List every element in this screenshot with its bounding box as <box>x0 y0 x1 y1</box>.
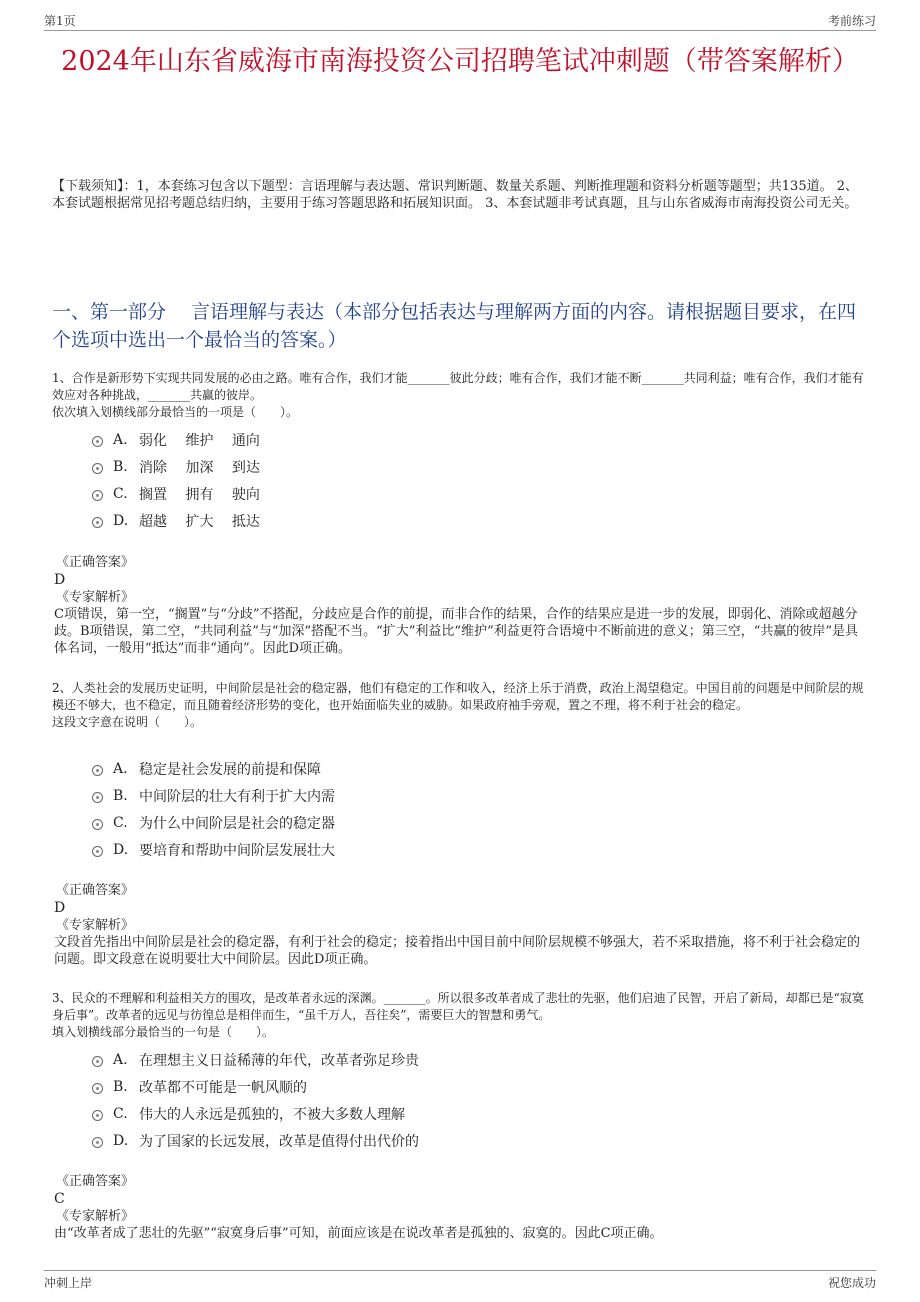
correct-answer: C <box>54 1191 65 1207</box>
option-text: 中间阶层的壮大有利于扩大内需 <box>139 788 335 805</box>
option-letter: C. <box>113 1105 128 1122</box>
header-label: 考前练习 <box>827 14 876 28</box>
radio-icon[interactable] <box>92 819 103 830</box>
option-letter: D. <box>113 512 129 529</box>
footer-left: 冲刺上岸 <box>44 1276 93 1290</box>
radio-icon[interactable] <box>92 792 103 803</box>
option-c[interactable] <box>92 809 868 836</box>
option-letter: A. <box>113 431 128 448</box>
option-b[interactable] <box>92 782 868 809</box>
question-2 <box>52 680 868 731</box>
question-stem: 3、民众的不理解和利益相关方的围攻，是改革者永远的深渊。_______。所以很多改革者成了悲壮的先驱，他们启迪了民智，开启了新局，却都已是“寂寞身后事”。改革者的远见与彷徨总是相伴而生，“虽千万人，吾往矣”，需要巨大的智慧和勇气。 <box>52 991 864 1022</box>
option-text: 稳定是社会发展的前提和保障 <box>139 761 321 778</box>
option-a[interactable] <box>92 1046 868 1073</box>
option-letter: A. <box>113 1051 128 1068</box>
question-1 <box>52 370 868 421</box>
option-a[interactable] <box>92 755 868 782</box>
section-title: 一、第一部分 言语理解与表达（本部分包括表达与理解两方面的内容。请根据题目要求，在四个选项中选出一个最恰当的答案。） <box>52 301 857 351</box>
radio-icon[interactable] <box>92 436 103 447</box>
option-d[interactable] <box>92 1127 868 1154</box>
radio-icon[interactable] <box>92 490 103 501</box>
option-letter: B. <box>113 1078 128 1095</box>
option-c[interactable] <box>92 480 868 507</box>
question-stem: 2、人类社会的发展历史证明，中间阶层是社会的稳定器，他们有稳定的工作和收入，经济上乐于消费，政治上渴望稳定。中国目前的问题是中间阶层的规模还不够大，也不稳定，而且随着经济形势的变化，也开始面临失业的威胁。如果政府袖手旁观，置之不理，将不利于社会的稳定。 <box>52 681 864 712</box>
question-1-options <box>92 426 868 534</box>
question-1-answer-block <box>52 554 868 657</box>
question-prompt: 这段文字意在说明（ ）。 <box>52 715 203 729</box>
analysis-text: 文段首先指出中间阶层是社会的稳定器，有利于社会的稳定；接着指出中国目前中间阶层规模不够强大，若不采取措施，将不利于社会稳定的问题。即文段意在说明要壮大中间阶层。因此D项正确。 <box>54 935 861 967</box>
option-a[interactable] <box>92 426 868 453</box>
option-text: 为了国家的长远发展，改革是值得付出代价的 <box>139 1133 419 1150</box>
option-text: 伟大的人永远是孤独的，不被大多数人理解 <box>139 1106 405 1123</box>
radio-icon[interactable] <box>92 765 103 776</box>
radio-icon[interactable] <box>92 1056 103 1067</box>
option-text: 超越 扩大 抵达 <box>139 513 260 530</box>
question-stem: 1、合作是新形势下实现共同发展的必由之路。唯有合作，我们才能_______彼此分歧；唯有合作，我们才能不断_______共同利益；唯有合作，我们才能有效应对各种挑战，_______共赢的彼岸。 <box>52 371 864 402</box>
page-footer <box>44 1270 876 1291</box>
option-text: 在理想主义日益稀薄的年代，改革者弥足珍贵 <box>139 1052 419 1069</box>
option-letter: D. <box>113 1132 129 1149</box>
option-text: 要培育和帮助中间阶层发展壮大 <box>139 842 335 859</box>
page-header <box>44 12 876 31</box>
answer-label: 《正确答案》 <box>56 555 135 570</box>
radio-icon[interactable] <box>92 1083 103 1094</box>
analysis-label: 《专家解析》 <box>56 1209 135 1224</box>
question-prompt: 依次填入划横线部分最恰当的一项是（ ）。 <box>52 405 299 419</box>
option-text: 弱化 维护 通向 <box>139 432 260 449</box>
radio-icon[interactable] <box>92 846 103 857</box>
option-text: 消除 加深 到达 <box>139 459 260 476</box>
option-letter: A. <box>113 760 128 777</box>
option-letter: B. <box>113 787 128 804</box>
option-text: 改革都不可能是一帆风顺的 <box>139 1079 307 1096</box>
correct-answer: D <box>54 900 66 916</box>
analysis-text: C项错误，第一空，“搁置”与“分歧”不搭配，分歧应是合作的前提，而非合作的结果，合作的结果应是进一步的发展，即弱化、消除或超越分歧。B项错误，第二空，“共同利益”与“加深”搭配不当。“扩大”利益比“维护”利益更符合语境中不断前进的意义；第三空，“共赢的彼岸”是具体名词，一般用“抵达”而非“通向”。因此D项正确。 <box>54 607 859 656</box>
radio-icon[interactable] <box>92 517 103 528</box>
analysis-text: 由“改革者成了悲壮的先驱”“寂寞身后事”可知，前面应该是在说改革者是孤独的、寂寞的。因此C项正确。 <box>54 1226 663 1241</box>
option-d[interactable] <box>92 836 868 863</box>
correct-answer: D <box>54 572 66 588</box>
question-prompt: 填入划横线部分最恰当的一句是（ ）。 <box>52 1025 275 1039</box>
option-letter: B. <box>113 458 128 475</box>
download-notice: 【下载须知】：1，本套练习包含以下题型：言语理解与表达题、常识判断题、数量关系题、判断推理题和资料分析题等题型；共135道。 2、本套试题根据常见招考题总结归纳，主要用于练习答题思路和拓展知识面。 3、本套试题非考试真题，且与山东省威海市南海投资公司无关。 <box>52 179 858 211</box>
option-b[interactable] <box>92 453 868 480</box>
question-3-answer-block <box>52 1173 868 1242</box>
question-3 <box>52 990 868 1041</box>
question-2-answer-block <box>52 882 868 968</box>
option-letter: C. <box>113 485 128 502</box>
document-title: 2024年山东省威海市南海投资公司招聘笔试冲刺题（带答案解析） <box>61 46 859 77</box>
analysis-label: 《专家解析》 <box>56 918 135 933</box>
option-letter: C. <box>113 814 128 831</box>
question-3-options <box>92 1046 868 1154</box>
radio-icon[interactable] <box>92 1137 103 1148</box>
answer-label: 《正确答案》 <box>56 1174 135 1189</box>
answer-label: 《正确答案》 <box>56 883 135 898</box>
radio-icon[interactable] <box>92 1110 103 1121</box>
page-number: 第1页 <box>44 14 76 28</box>
analysis-label: 《专家解析》 <box>56 590 135 605</box>
footer-right: 祝您成功 <box>827 1276 876 1290</box>
radio-icon[interactable] <box>92 463 103 474</box>
question-2-options <box>92 755 868 863</box>
option-c[interactable] <box>92 1100 868 1127</box>
option-text: 为什么中间阶层是社会的稳定器 <box>139 815 335 832</box>
option-text: 搁置 拥有 驶向 <box>139 486 260 503</box>
option-letter: D. <box>113 841 129 858</box>
option-b[interactable] <box>92 1073 868 1100</box>
option-d[interactable] <box>92 507 868 534</box>
